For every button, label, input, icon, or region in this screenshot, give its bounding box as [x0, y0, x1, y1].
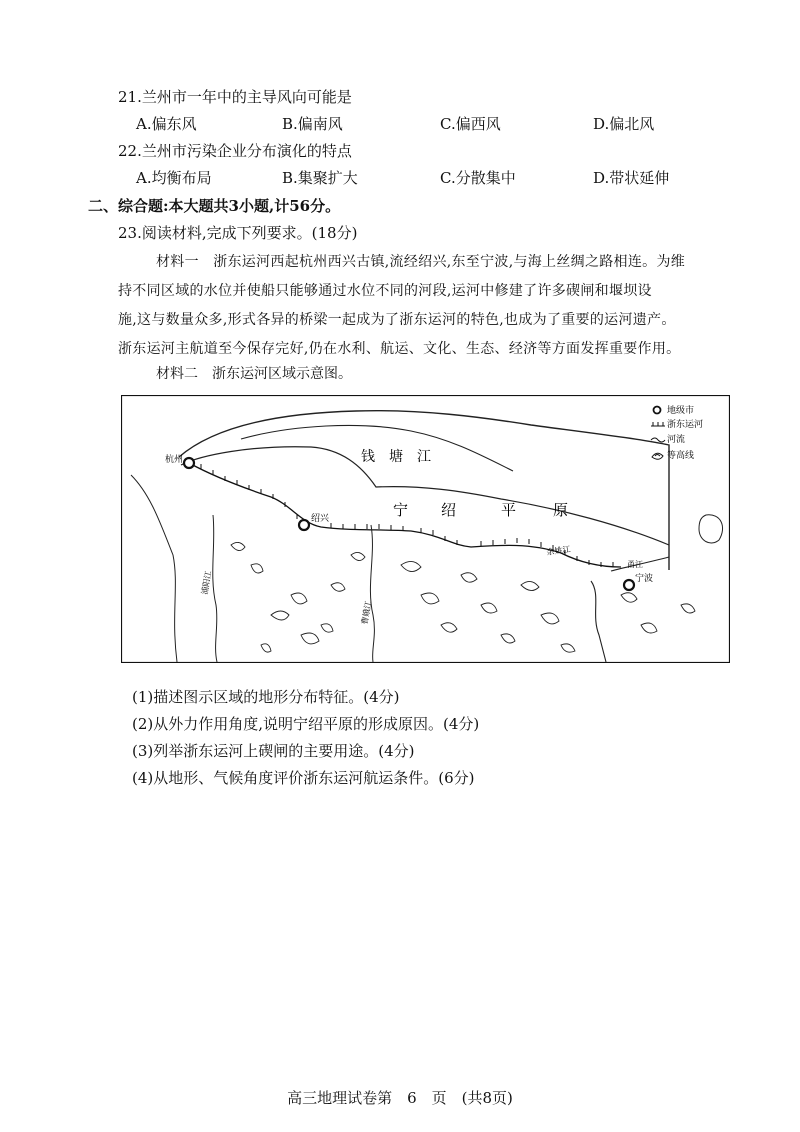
legend-contour-label: 等高线 [667, 451, 695, 461]
label-ningbo: 宁波 [635, 574, 654, 584]
material-one-line-2: 持不同区域的水位并使船只能够通过水位不同的河段,运河中修建了许多碶闸和堰坝设 [118, 283, 652, 299]
legend-canal-icon [651, 422, 665, 426]
q21-option-a: A.偏东风 [136, 115, 197, 133]
legend-canal-label: 浙东运河 [667, 420, 704, 430]
q22-option-d: D.带状延伸 [593, 169, 670, 187]
page-footer: 高三地理试卷第 6 页 (共8页) [287, 1089, 513, 1107]
subquestion-4: (4)从地形、气候角度评价浙东运河航运条件。(6分) [132, 769, 475, 787]
label-puyang-river: 浦阳江 [200, 570, 214, 596]
label-hangzhou: 杭州 [165, 455, 184, 465]
subquestion-3: (3)列举浙东运河上碶闸的主要用途。(4分) [132, 742, 415, 760]
label-plain-3: 平 [501, 501, 517, 519]
city-ningbo [624, 580, 634, 590]
label-qiantang-river: 钱塘江 [361, 449, 445, 465]
section-heading: 二、综合题:本大题共3小题,计56分。 [88, 197, 341, 215]
label-shaoxing: 绍兴 [311, 514, 330, 524]
label-plain-1: 宁 [393, 501, 409, 519]
legend-city-label: 地级市 [667, 406, 695, 416]
q22-option-a: A.均衡布局 [136, 169, 212, 187]
q21-stem: 21.兰州市一年中的主导风向可能是 [118, 88, 352, 106]
material-two: 材料二 浙东运河区域示意图。 [156, 366, 352, 382]
subquestion-1: (1)描述图示区域的地形分布特征。(4分) [132, 688, 400, 706]
q21-option-c: C.偏西风 [440, 115, 501, 133]
label-plain-4: 原 [553, 501, 569, 519]
subquestion-2: (2)从外力作用角度,说明宁绍平原的形成原因。(4分) [132, 715, 480, 733]
legend-city-icon [654, 407, 661, 414]
label-yong-river: 甬江 [627, 560, 643, 569]
material-one-line-3: 施,这与数量众多,形式各异的桥梁一起成为了浙东运河的特色,也成为了重要的运河遗产。 [118, 312, 676, 328]
label-yuyao-river: 余姚江 [546, 544, 572, 557]
canal-map [121, 395, 730, 663]
q22-option-c: C.分散集中 [440, 169, 516, 187]
legend-river-label: 河流 [667, 435, 686, 445]
q21-option-b: B.偏南风 [282, 115, 343, 133]
city-shaoxing [299, 520, 309, 530]
q22-stem: 22.兰州市污染企业分布演化的特点 [118, 142, 352, 160]
label-plain-2: 绍 [441, 501, 457, 519]
material-one-line-4: 浙东运河主航道至今保存完好,仍在水利、航运、文化、生态、经济等方面发挥重要作用。 [118, 341, 681, 357]
material-one-line-1: 材料一 浙东运河西起杭州西兴古镇,流经绍兴,东至宁波,与海上丝绸之路相连。为维 [156, 254, 686, 270]
q22-option-b: B.集聚扩大 [282, 169, 358, 187]
city-hangzhou [184, 458, 194, 468]
material-one [118, 248, 758, 364]
q21-option-d: D.偏北风 [593, 115, 655, 133]
q23-stem: 23.阅读材料,完成下列要求。(18分) [118, 224, 358, 242]
label-cao-e-river: 曹娥江 [360, 600, 374, 626]
